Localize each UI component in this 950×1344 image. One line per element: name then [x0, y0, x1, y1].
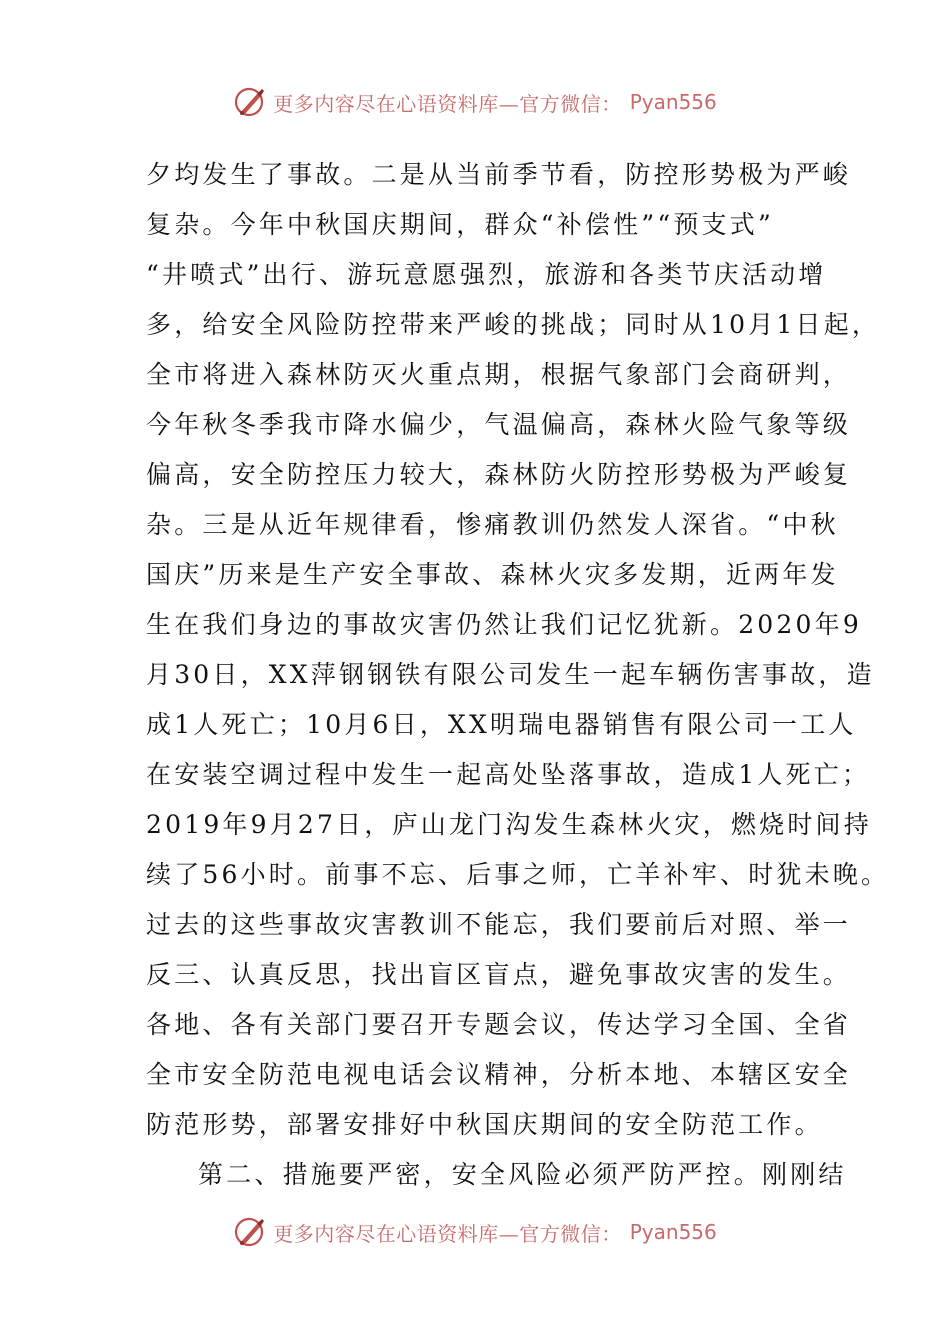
header-watermark: [0, 82, 950, 122]
text-line: 复杂。今年中秋国庆期间，群众“补偿性”“预支式”: [146, 210, 774, 239]
watermark-handle: Pyan556: [629, 90, 717, 114]
text-line: “井喷式”出行、游玩意愿强烈，旅游和各类节庆活动增: [146, 260, 827, 289]
text-line: 全市安全防范电视电话会议精神，分析本地、本辖区安全: [146, 1060, 852, 1089]
pen-logo-icon: [233, 1215, 267, 1249]
pen-logo-icon: [233, 85, 267, 119]
text-line: 过去的这些事故灾害教训不能忘，我们要前后对照、举一: [146, 910, 852, 939]
watermark-handle: Pyan556: [629, 1220, 717, 1244]
text-line: 反三、认真反思，找出盲区盲点，避免事故灾害的发生。: [146, 960, 852, 989]
text-line: 全市将进入森林防灭火重点期，根据气象部门会商研判，: [146, 360, 852, 389]
text-line: 生在我们身边的事故灾害仍然让我们记忆犹新。2020年9: [146, 610, 862, 639]
text-line: 月30日，XX萍钢钢铁有限公司发生一起车辆伤害事故，造: [146, 660, 875, 689]
document-body: [146, 150, 890, 1200]
text-line: 各地、各有关部门要召开专题会议，传达学习全国、全省: [146, 1010, 852, 1039]
text-line: 成1人死亡；10月6日，XX明瑞电器销售有限公司一工人: [146, 710, 857, 739]
text-line: 在安装空调过程中发生一起高处坠落事故，造成1人死亡；: [146, 760, 871, 789]
text-line: 续了56小时。前事不忘、后事之师，亡羊补牢、时犹未晚。: [146, 860, 890, 889]
watermark-text: 更多内容尽在心语资料库—官方微信：: [273, 1221, 622, 1246]
watermark-text: 更多内容尽在心语资料库—官方微信：: [273, 91, 622, 116]
text-line: 偏高，安全防控压力较大，森林防火防控形势极为严峻复: [146, 460, 852, 489]
paragraph-start-line: 第二、措施要严密，安全风险必须严防严控。刚刚结: [198, 1160, 847, 1189]
footer-watermark: [0, 1212, 950, 1252]
text-line: 夕均发生了事故。二是从当前季节看，防控形势极为严峻: [146, 160, 852, 189]
text-line: 今年秋冬季我市降水偏少，气温偏高，森林火险气象等级: [146, 410, 852, 439]
text-line: 防范形势，部署安排好中秋国庆期间的安全防范工作。: [146, 1110, 823, 1139]
text-line: 国庆”历来是生产安全事故、森林火灾多发期，近两年发: [146, 560, 839, 589]
text-line: 多，给安全风险防控带来严峻的挑战；同时从10月1日起，: [146, 310, 881, 339]
text-line: 2019年9月27日，庐山龙门沟发生森林火灾，燃烧时间持: [146, 810, 872, 839]
text-line: 杂。三是从近年规律看，惨痛教训仍然发人深省。“中秋: [146, 510, 839, 539]
